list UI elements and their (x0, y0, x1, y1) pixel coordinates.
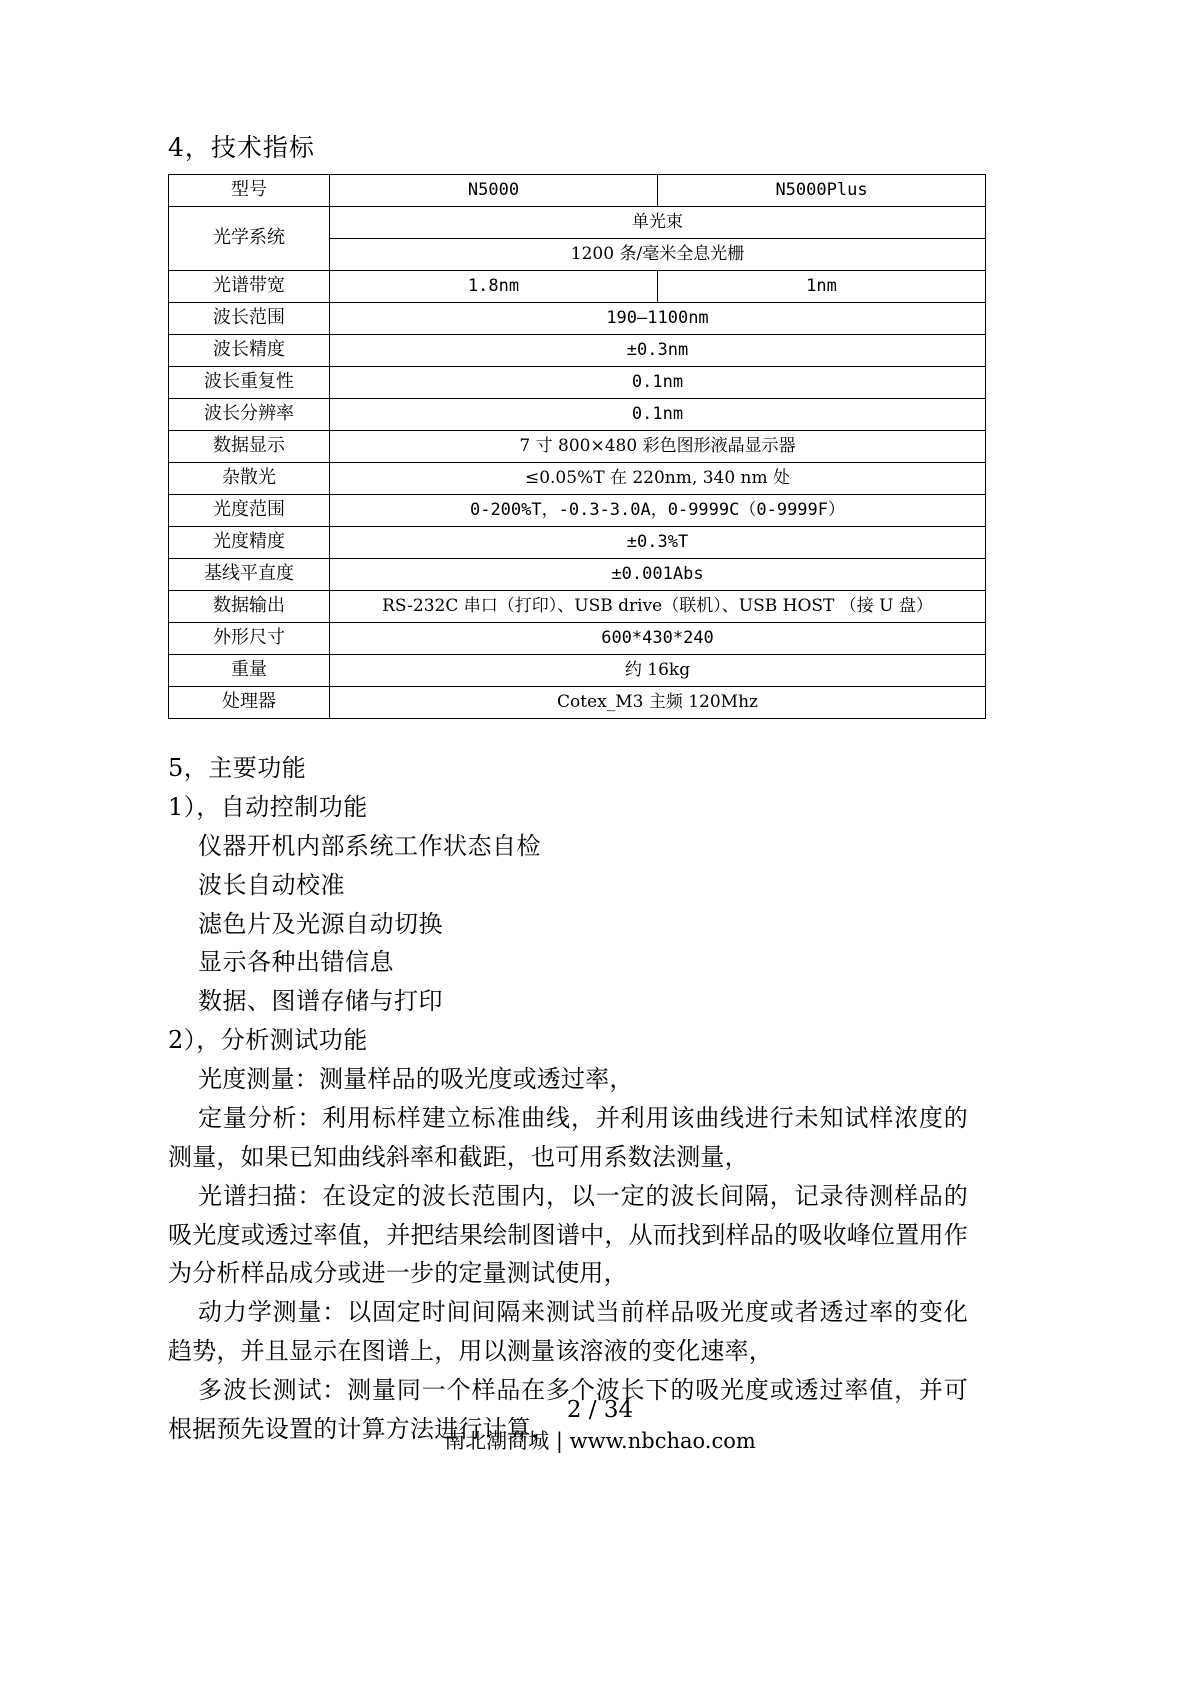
row-label: 数据输出 (169, 591, 330, 623)
table-row (169, 303, 986, 335)
paragraph: 动力学测量：以固定时间间隔来测试当前样品吸光度或者透过率的变化趋势，并且显示在图谱上，用以测量该溶液的变化速率， (168, 1298, 968, 1366)
row-label: 外形尺寸 (169, 623, 330, 655)
section-5-heading: 5，主要功能 (168, 754, 307, 782)
row-value: 0.1nm (330, 399, 986, 431)
table-row (169, 207, 986, 239)
table-row (169, 655, 986, 687)
subsection-1-heading: 1），自动控制功能 (168, 792, 368, 821)
row-label: 重量 (169, 655, 330, 687)
page-footer (0, 1396, 1200, 1457)
table-row (169, 175, 986, 207)
row-value: 190—1100nm (330, 303, 986, 335)
table-row (169, 591, 986, 623)
page-number: 2 / 34 (566, 1397, 634, 1423)
paragraph: 定量分析：利用标样建立标准曲线，并利用该曲线进行未知试样浓度的测量，如果已知曲线斜率和截距，也可用系数法测量， (168, 1103, 968, 1171)
row-label: 波长范围 (169, 303, 330, 335)
list-item: 波长自动校准 (198, 870, 345, 899)
row-label: 杂散光 (169, 463, 330, 495)
row-label: 光谱带宽 (169, 271, 330, 303)
row-value: 0.1nm (330, 367, 986, 399)
paragraph: 光谱扫描：在设定的波长范围内，以一定的波长间隔，记录待测样品的吸光度或透过率值，并把结果绘制图谱中，从而找到样品的吸收峰位置用作为分析样品成分或进一步的定量测试使用， (168, 1181, 968, 1288)
row-label: 波长精度 (169, 335, 330, 367)
page-content (168, 128, 968, 1449)
row-value: 1200 条/毫米全息光栅 (330, 239, 986, 271)
row-label: 光学系统 (169, 207, 330, 271)
row-value: 600*430*240 (330, 623, 986, 655)
footer-site-attribution: 南北潮商城 | www.nbchao.com (444, 1428, 756, 1453)
table-row (169, 527, 986, 559)
table-row (169, 367, 986, 399)
table-row (169, 559, 986, 591)
row-label: 光度范围 (169, 495, 330, 527)
subsection-2-heading: 2），分析测试功能 (168, 1026, 368, 1055)
row-value: ±0.3%T (330, 527, 986, 559)
table-row (169, 495, 986, 527)
row-value-left: N5000 (330, 175, 658, 207)
paragraph: 光度测量：测量样品的吸光度或透过率， (198, 1065, 634, 1093)
table-row (169, 687, 986, 719)
paragraph: 多波长测试：测量同一个样品在多个波长下的吸光度或透过率值，并可根据预先设置的计算方法进行计算， (168, 1376, 968, 1443)
table-row (169, 271, 986, 303)
table-row (169, 623, 986, 655)
table-row (169, 463, 986, 495)
row-value-right: N5000Plus (658, 175, 986, 207)
list-item: 数据、图谱存储与打印 (198, 987, 443, 1016)
row-label: 基线平直度 (169, 559, 330, 591)
row-label: 光度精度 (169, 527, 330, 559)
row-value: 0-200%T，-0.3-3.0A，0-9999C（0-9999F） (330, 495, 986, 527)
list-item: 仪器开机内部系统工作状态自检 (198, 831, 541, 860)
row-value: ±0.3nm (330, 335, 986, 367)
section-4-heading: 4，技术指标 (168, 133, 315, 162)
row-value: ±0.001Abs (330, 559, 986, 591)
table-row (169, 431, 986, 463)
row-value: 单光束 (330, 207, 986, 239)
section-5 (168, 749, 968, 1449)
row-label: 数据显示 (169, 431, 330, 463)
row-label: 波长分辨率 (169, 399, 330, 431)
row-label: 处理器 (169, 687, 330, 719)
table-row (169, 335, 986, 367)
row-label: 型号 (169, 175, 330, 207)
row-value-right: 1nm (658, 271, 986, 303)
row-value: ≤0.05%T 在 220nm, 340 nm 处 (330, 463, 986, 495)
row-label: 波长重复性 (169, 367, 330, 399)
table-row (169, 399, 986, 431)
row-value: 7 寸 800×480 彩色图形液晶显示器 (330, 431, 986, 463)
row-value: 约 16kg (330, 655, 986, 687)
specification-table (168, 174, 986, 719)
row-value: RS-232C 串口（打印）、USB drive（联机）、USB HOST （接 U 盘） (330, 591, 986, 623)
list-item: 滤色片及光源自动切换 (198, 909, 443, 938)
row-value: Cotex_M3 主频 120Mhz (330, 687, 986, 719)
list-item: 显示各种出错信息 (198, 948, 394, 977)
row-value-left: 1.8nm (330, 271, 658, 303)
